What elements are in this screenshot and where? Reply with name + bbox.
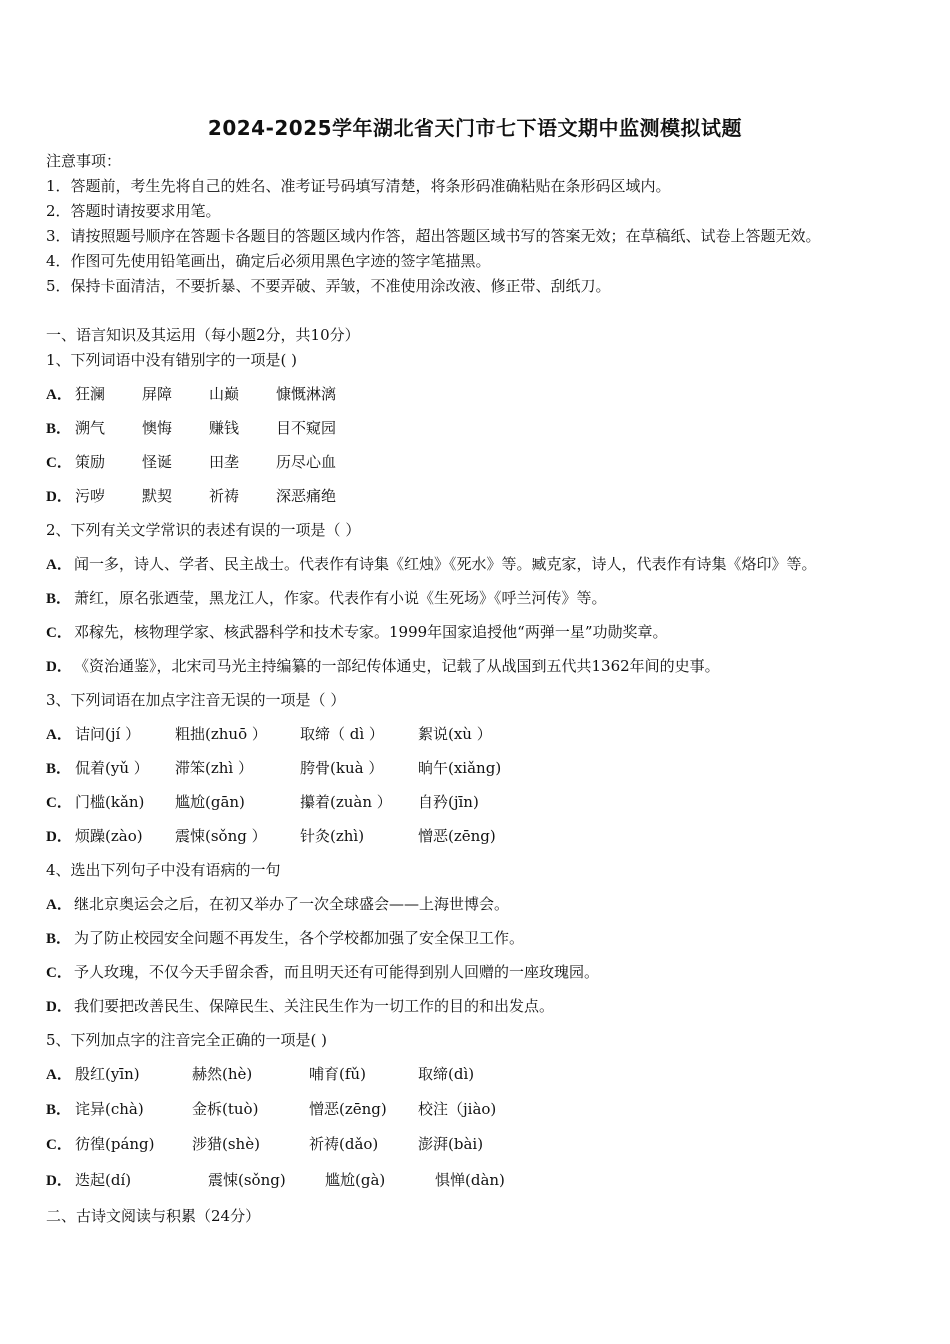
page-title: 2024-2025学年湖北省天门市七下语文期中监测模拟试题 <box>207 116 743 140</box>
option-word: 震悚(sǒng) <box>208 1171 286 1189</box>
option-row <box>46 928 524 949</box>
option-word: 尴尬(gà) <box>325 1171 386 1189</box>
option-word: 屏障 <box>142 385 173 403</box>
notice-item: 3．请按照题号顺序在答题卡各题目的答题区域内作答，超出答题区域书写的答案无效；在草稿纸、试卷上答题无效。 <box>46 227 821 245</box>
section-heading: 一、语言知识及其运用（每小题2分，共10分） <box>46 326 360 344</box>
option-row <box>46 758 74 779</box>
question-stem: 4、选出下列句子中没有语病的一句 <box>46 861 281 879</box>
option-word: 取缔（ dì ） <box>300 725 384 743</box>
option-word: 污哕 <box>75 487 106 505</box>
option-label: B． <box>46 761 72 777</box>
option-word: 憎恶(zēng) <box>418 827 496 845</box>
option-word: 滞笨(zhì ） <box>175 759 253 777</box>
option-label: A． <box>46 387 72 403</box>
question-stem: 3、下列词语在加点字注音无误的一项是（ ） <box>46 691 346 709</box>
option-word: 默契 <box>142 487 173 505</box>
option-label: A． <box>46 727 72 743</box>
option-word: 胯骨(kuà ） <box>300 759 384 777</box>
option-row <box>46 656 720 677</box>
option-word: 目不窥园 <box>276 419 337 437</box>
notice-heading: 注意事项： <box>46 152 122 170</box>
notice-item: 4．作图可先使用铅笔画出，确定后必须用黑色字迹的签字笔描黑。 <box>46 252 491 270</box>
option-word: 震悚(sǒng ） <box>175 827 267 845</box>
option-word: 田垄 <box>209 453 240 471</box>
option-word: 山巅 <box>209 385 240 403</box>
option-word: 憎恶(zēng) <box>309 1100 387 1118</box>
option-word: 侃着(yǔ ） <box>75 759 149 777</box>
notice-item: 5．保持卡面清洁，不要折暴、不要弄破、弄皱，不准使用涂改液、修正带、刮纸刀。 <box>46 277 611 295</box>
option-row <box>46 384 74 405</box>
section-heading: 二、古诗文阅读与积累（24分） <box>46 1207 261 1225</box>
option-word: 诧异(chà) <box>75 1100 144 1118</box>
option-text: 萧红，原名张迺莹，黑龙江人，作家。代表作有小说《生死场》《呼兰河传》等。 <box>74 589 607 607</box>
option-word: 祈祷 <box>209 487 240 505</box>
option-word: 策励 <box>75 453 106 471</box>
option-label: D． <box>46 829 72 845</box>
option-row <box>46 792 74 813</box>
option-text: 闻一多，诗人、学者、民主战士。代表作有诗集《红烛》《死水》等。臧克家，诗人，代表作有诗集《烙印》等。 <box>74 555 817 573</box>
option-row <box>46 1134 74 1155</box>
option-word: 澎湃(bài) <box>418 1135 484 1153</box>
option-row <box>46 1064 74 1085</box>
notice-item: 2．答题时请按要求用笔。 <box>46 202 221 220</box>
option-label: C． <box>46 1137 72 1153</box>
option-word: 粗拙(zhuō ） <box>175 725 267 743</box>
option-word: 深恶痛绝 <box>276 487 337 505</box>
option-row <box>46 724 74 745</box>
option-word: 金柝(tuò) <box>192 1100 259 1118</box>
option-row <box>46 452 74 473</box>
option-label: B． <box>46 1102 72 1118</box>
option-word: 惧惮(dàn) <box>435 1171 505 1189</box>
option-word: 溯气 <box>75 419 106 437</box>
option-word: 门槛(kǎn) <box>75 793 145 811</box>
option-word: 哺育(fǔ) <box>309 1065 366 1083</box>
option-word: 涉猎(shè) <box>192 1135 260 1153</box>
option-label: D． <box>46 659 72 675</box>
option-word: 历尽心血 <box>276 453 337 471</box>
option-label: C． <box>46 795 72 811</box>
option-word: 攥着(zuàn ） <box>300 793 392 811</box>
option-label: C． <box>46 455 72 471</box>
option-label: A． <box>46 557 72 573</box>
option-row <box>46 826 74 847</box>
option-word: 自矜(jīn) <box>418 793 479 811</box>
option-label: A． <box>46 1067 72 1083</box>
option-label: D． <box>46 1173 72 1189</box>
option-row <box>46 894 509 915</box>
option-word: 懊悔 <box>142 419 173 437</box>
option-word: 迭起(dí) <box>75 1171 132 1189</box>
option-label: C． <box>46 965 72 981</box>
option-row <box>46 588 607 609</box>
option-word: 尴尬(gān) <box>175 793 245 811</box>
option-word: 彷徨(páng) <box>75 1135 155 1153</box>
option-row <box>46 1170 74 1191</box>
option-row <box>46 486 74 507</box>
option-text: 《资治通鉴》，北宋司马光主持编纂的一部纪传体通史，记载了从战国到五代共1362年间的史事。 <box>74 657 720 675</box>
notice-item: 1．答题前，考生先将自己的姓名、准考证号码填写清楚，将条形码准确粘贴在条形码区域内。 <box>46 177 671 195</box>
option-row <box>46 418 74 439</box>
question-stem: 2、下列有关文学常识的表述有误的一项是（ ） <box>46 521 361 539</box>
option-label: B． <box>46 931 72 947</box>
option-word: 赚钱 <box>209 419 240 437</box>
option-text: 继北京奥运会之后，在初又举办了一次全球盛会——上海世博会。 <box>74 895 510 913</box>
option-text: 予人玫瑰，不仅今天手留余香，而且明天还有可能得到别人回赠的一座玫瑰园。 <box>74 963 600 981</box>
option-word: 校注（jiào) <box>418 1100 497 1118</box>
option-word: 祈祷(dǎo) <box>309 1135 379 1153</box>
option-word: 絮说(xù ） <box>418 725 492 743</box>
option-word: 晌午(xiǎng) <box>418 759 502 777</box>
option-word: 殷红(yīn) <box>75 1065 140 1083</box>
option-text: 邓稼先，核物理学家、核武器科学和技术专家。1999年国家追授他“两弹一星”功勋奖章。 <box>74 623 668 641</box>
option-label: D． <box>46 489 72 505</box>
question-stem: 1、下列词语中没有错别字的一项是( ) <box>46 351 298 369</box>
option-row <box>46 554 817 575</box>
option-label: B． <box>46 591 72 607</box>
option-row <box>46 996 554 1017</box>
option-label: C． <box>46 625 72 641</box>
option-text: 我们要把改善民生、保障民生、关注民生作为一切工作的目的和出发点。 <box>74 997 555 1015</box>
option-label: A． <box>46 897 72 913</box>
option-word: 怪诞 <box>142 453 173 471</box>
question-stem: 5、下列加点字的注音完全正确的一项是( ) <box>46 1031 328 1049</box>
option-label: B． <box>46 421 72 437</box>
option-row <box>46 962 599 983</box>
option-row <box>46 622 668 643</box>
option-word: 赫然(hè) <box>192 1065 253 1083</box>
option-word: 烦躁(zào) <box>75 827 143 845</box>
option-word: 慷慨淋漓 <box>276 385 337 403</box>
option-row <box>46 1099 74 1120</box>
option-word: 诘问(jí ） <box>75 725 141 743</box>
option-word: 狂澜 <box>75 385 106 403</box>
option-text: 为了防止校园安全问题不再发生，各个学校都加强了安全保卫工作。 <box>74 929 525 947</box>
option-word: 取缔(dì) <box>418 1065 475 1083</box>
option-word: 针灸(zhì) <box>300 827 365 845</box>
option-label: D． <box>46 999 72 1015</box>
